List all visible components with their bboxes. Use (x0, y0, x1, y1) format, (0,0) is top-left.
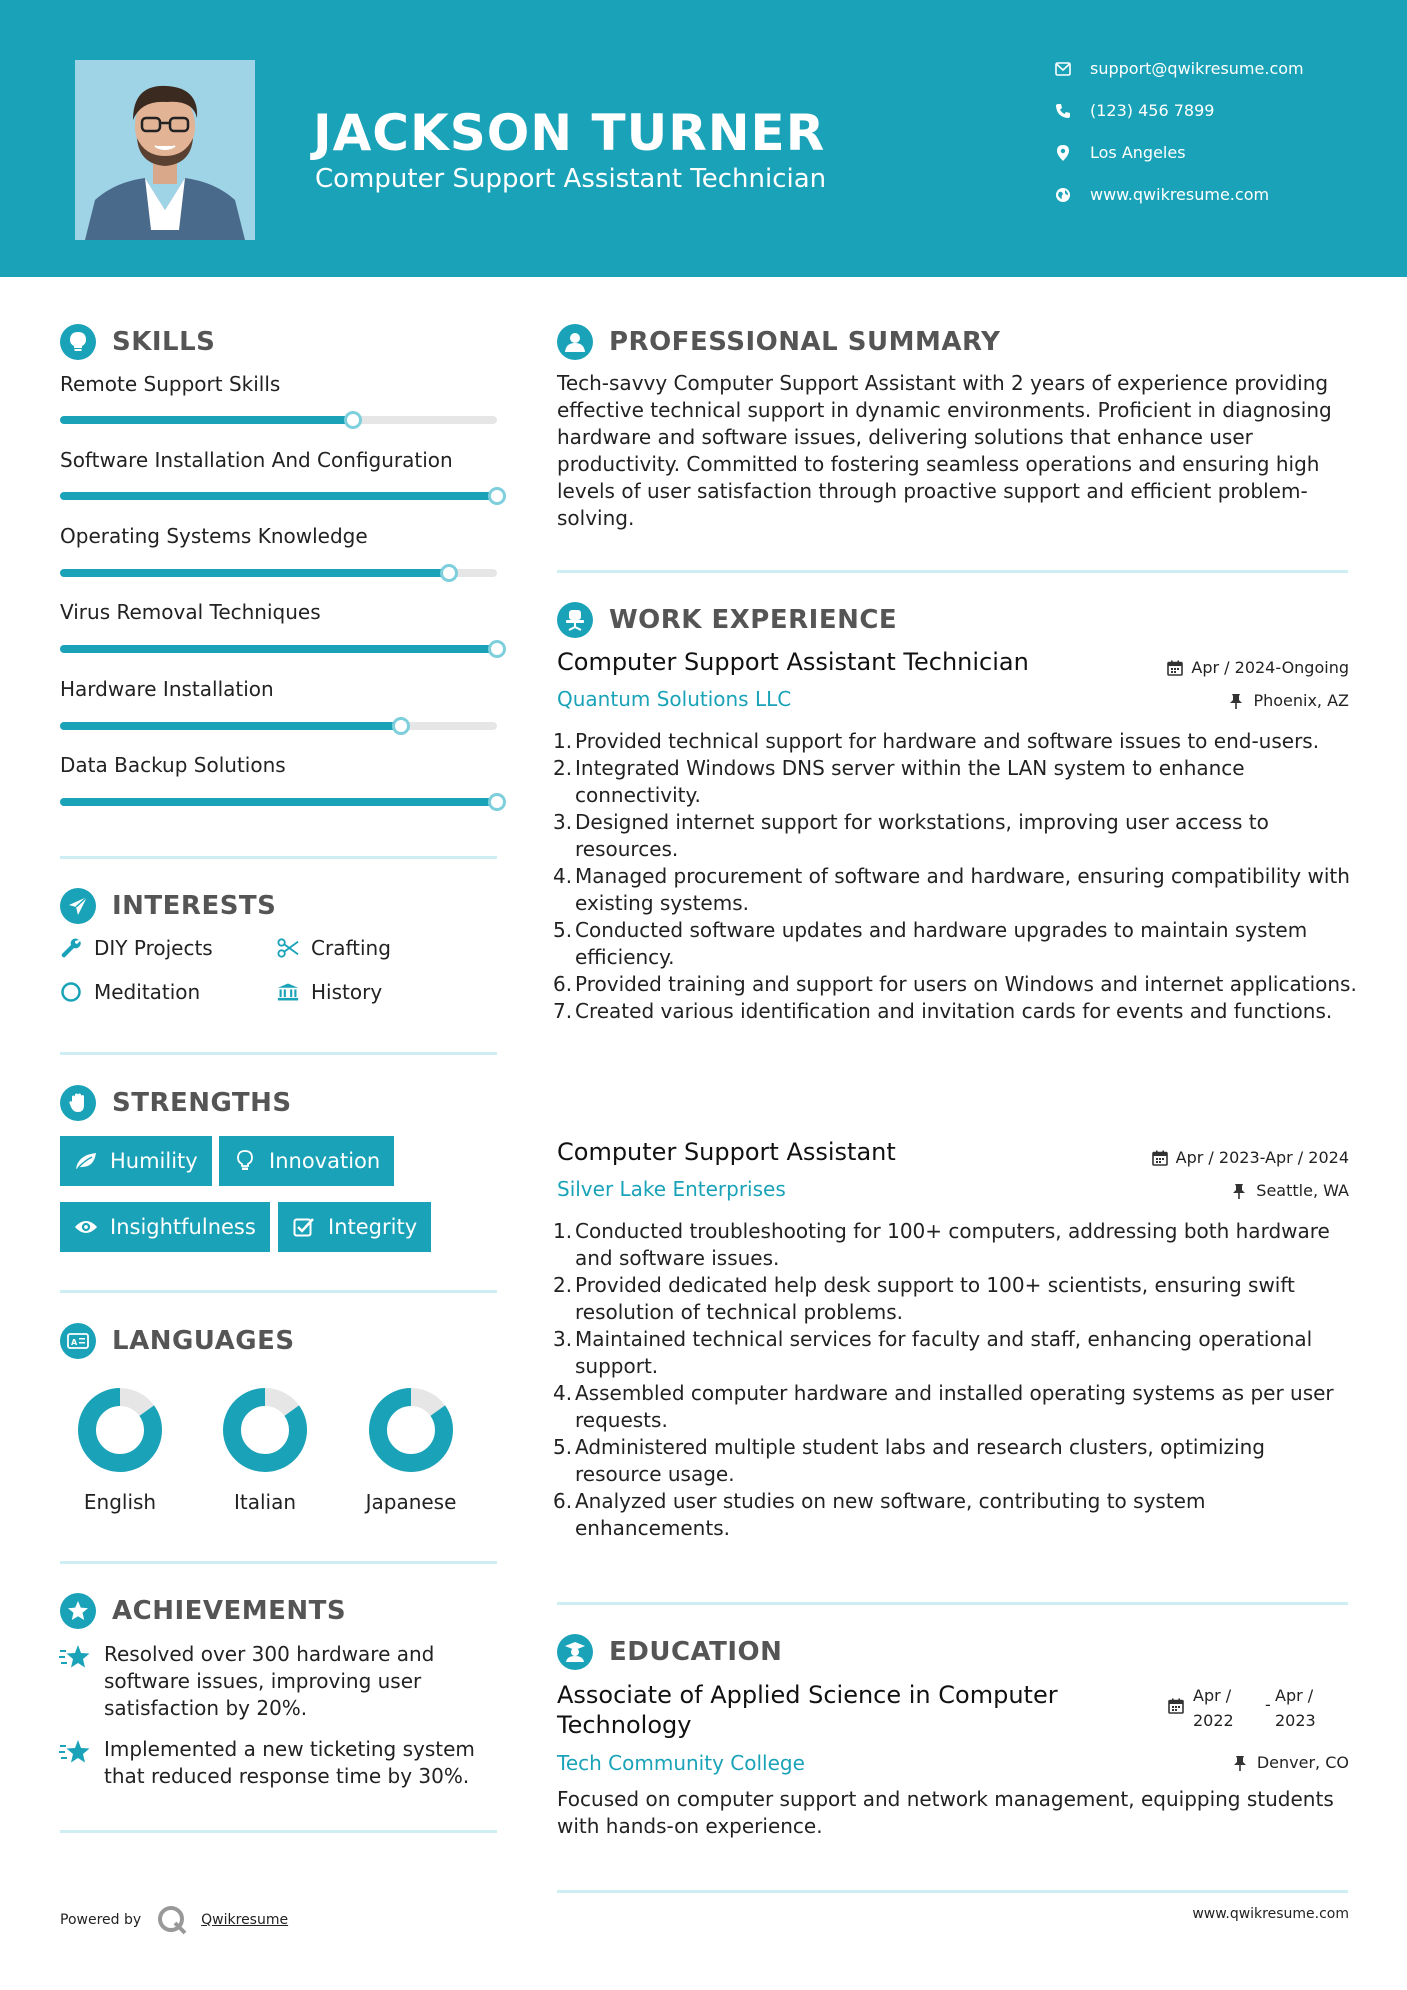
language-label: English (83, 1490, 157, 1514)
resume-header (0, 0, 1407, 277)
hand-icon (60, 1085, 96, 1121)
job-bullet: 4. Assembled computer hardware and installed operating systems as per user requests. (553, 1381, 1334, 1432)
skill-bar (60, 569, 497, 577)
section-divider (60, 1290, 497, 1293)
powered-by-text: Powered by (60, 1912, 142, 1928)
education-end-month: Apr / (1275, 1686, 1314, 1705)
contact-phone-text: (123) 456 7899 (1090, 101, 1215, 120)
lightbulb-icon (233, 1149, 257, 1173)
skill-bar-knob (488, 487, 506, 505)
skill-bar (60, 645, 497, 653)
section-divider (60, 1830, 497, 1833)
skill-bar (60, 416, 497, 424)
job-location (1229, 691, 1349, 710)
profile-photo (75, 60, 255, 240)
skill-bar-knob (392, 717, 410, 735)
strength-label: Integrity (328, 1215, 418, 1239)
education-start-year: 2022 (1193, 1711, 1234, 1730)
achievement-text: Resolved over 300 hardware and software issues, improving user satisfaction by 20%. (104, 1642, 435, 1720)
calendar-icon (1168, 1698, 1184, 1714)
pushpin-icon (1229, 693, 1245, 709)
interest-item (277, 980, 382, 1004)
wrench-icon (60, 937, 82, 959)
interest-label: DIY Projects (94, 936, 213, 960)
eye-icon (74, 1215, 98, 1239)
education-end-year: 2023 (1275, 1711, 1316, 1730)
skill-bar-fill (60, 722, 401, 730)
language-level-ring (77, 1387, 163, 1473)
education-section-header (557, 1634, 782, 1670)
job-bullet: 1. Provided technical support for hardware and software issues to end-users. (553, 729, 1320, 753)
summary-title: PROFESSIONAL SUMMARY (609, 327, 1001, 357)
skill-bar-fill (60, 798, 497, 806)
education-location (1233, 1753, 1349, 1772)
summary-text: Tech-savvy Computer Support Assistant with 2 years of experience providing effective technical support in dynamic environments. Proficient in diagnosing hardware and software issues, delivering solutions that enhance user productivity. Committed to fostering seamless operations and ensuring high levels of user satisfaction through proactive support and efficient problem-solving. (557, 371, 1332, 530)
skill-bar (60, 722, 497, 730)
paper-plane-icon (60, 888, 96, 924)
contact-phone[interactable] (1054, 101, 1214, 120)
job-bullet: 5. Conducted software updates and hardware upgrades to maintain system efficiency. (553, 918, 1308, 969)
skill-label: Remote Support Skills (60, 372, 281, 396)
graduate-icon (557, 1634, 593, 1670)
svg-text:A: A (71, 1338, 78, 1347)
strength-chip (278, 1202, 431, 1252)
contact-website[interactable] (1054, 185, 1269, 204)
qwikresume-logo-icon (155, 1903, 189, 1937)
section-divider (60, 1561, 497, 1564)
job-bullet: 6. Provided training and support for users on Windows and internet applications. (553, 972, 1357, 996)
job-title: Computer Support Assistant Technician (557, 648, 1029, 676)
strength-label: Insightfulness (110, 1215, 256, 1239)
skill-bar-fill (60, 416, 353, 424)
skill-bar-fill (60, 569, 449, 577)
section-divider (557, 570, 1348, 573)
candidate-name: JACKSON TURNER (313, 104, 826, 162)
strength-chip (219, 1136, 394, 1186)
scissors-icon (277, 937, 299, 959)
education-date-dash: - (1265, 1695, 1271, 1714)
strength-chip (60, 1202, 270, 1252)
skill-bar-knob (440, 564, 458, 582)
candidate-title: Computer Support Assistant Technician (315, 164, 827, 194)
interests-title: INTERESTS (112, 891, 277, 921)
leaf-icon (74, 1149, 98, 1173)
job-location-text: Phoenix, AZ (1253, 691, 1349, 710)
summary-section-header (557, 324, 1000, 360)
job-location (1232, 1181, 1349, 1200)
section-divider (60, 856, 497, 859)
calendar-icon (1152, 1150, 1168, 1166)
degree-line-1: Associate of Applied Science in Computer (557, 1681, 1058, 1709)
job-dates-text: Apr / 2023-Apr / 2024 (1175, 1148, 1349, 1167)
job-company: Silver Lake Enterprises (557, 1177, 786, 1201)
degree-line-2: Technology (557, 1711, 692, 1739)
bank-icon (277, 981, 299, 1003)
job-bullets (553, 728, 1357, 1025)
job-bullet: 4. Managed procurement of software and hardware, ensuring compatibility with existing systems. (553, 864, 1350, 915)
education-location-text: Denver, CO (1256, 1753, 1349, 1772)
skills-title: SKILLS (112, 327, 216, 357)
calendar-icon (1167, 660, 1183, 676)
job-bullet: 3. Designed internet support for workstations, improving user access to resources. (553, 810, 1269, 861)
section-divider (60, 1052, 497, 1055)
section-divider (557, 1602, 1348, 1605)
education-start-month: Apr / (1193, 1686, 1232, 1705)
languages-section-header (60, 1323, 295, 1359)
star-badge-icon (60, 1593, 96, 1629)
job-bullet: 7. Created various identification and invitation cards for events and functions. (553, 999, 1333, 1023)
interest-item (277, 936, 391, 960)
interest-label: History (311, 980, 383, 1004)
phone-icon (1054, 102, 1072, 120)
language-level-ring (222, 1387, 308, 1473)
envelope-icon (1054, 60, 1072, 78)
job-dates (1152, 1148, 1349, 1167)
qwikresume-link[interactable]: Qwikresume (201, 1912, 289, 1928)
education-end-date (1275, 1683, 1316, 1733)
language-level-ring (368, 1387, 454, 1473)
achievements-title: ACHIEVEMENTS (112, 1596, 347, 1626)
languages-title: LANGUAGES (112, 1326, 295, 1356)
education-start-date (1193, 1683, 1234, 1733)
job-dates-text: Apr / 2024-Ongoing (1191, 658, 1349, 677)
star-icon (58, 1738, 92, 1768)
job-bullets (553, 1218, 1357, 1542)
interest-label: Meditation (94, 980, 201, 1004)
language-icon (60, 1323, 96, 1359)
skills-section-header (60, 324, 215, 360)
skill-bar (60, 798, 497, 806)
job-bullet: 6. Analyzed user studies on new software, contributing to system enhancements. (553, 1489, 1206, 1540)
interests-section-header (60, 888, 276, 924)
skill-bar (60, 492, 497, 500)
language-label: Japanese (365, 1490, 457, 1514)
degree-title (557, 1680, 1058, 1740)
skill-label: Data Backup Solutions (60, 753, 286, 777)
strengths-section-header (60, 1085, 292, 1121)
job-bullet: 2. Integrated Windows DNS server within the LAN system to enhance connectivity. (553, 756, 1245, 807)
job-location-text: Seattle, WA (1256, 1181, 1349, 1200)
user-icon (557, 324, 593, 360)
section-divider (557, 1890, 1348, 1893)
contact-location (1054, 143, 1186, 162)
strength-label: Innovation (269, 1149, 381, 1173)
skill-label: Virus Removal Techniques (60, 600, 321, 624)
achievement-text: Implemented a new ticketing system that reduced response time by 30%. (104, 1737, 475, 1788)
skill-bar-fill (60, 492, 497, 500)
map-pin-icon (1054, 144, 1072, 162)
pushpin-icon (1233, 1755, 1249, 1771)
job-dates (1167, 658, 1349, 677)
job-bullet: 5. Administered multiple student labs and research clusters, optimizing resource usage. (553, 1435, 1265, 1486)
job-bullet: 2. Provided dedicated help desk support to 100+ scientists, ensuring swift resolution of technical problems. (553, 1273, 1295, 1324)
job-bullet: 3. Maintained technical services for faculty and staff, enhancing operational support. (553, 1327, 1313, 1378)
star-icon (58, 1643, 92, 1673)
globe-icon (1054, 186, 1072, 204)
job-company: Quantum Solutions LLC (557, 687, 792, 711)
skill-bar-knob (488, 640, 506, 658)
lightbulb-icon (60, 324, 96, 360)
skill-label: Hardware Installation (60, 677, 274, 701)
skill-bar-knob (488, 793, 506, 811)
interest-label: Crafting (311, 936, 391, 960)
interest-item (60, 936, 213, 960)
check-square-icon (292, 1215, 316, 1239)
school-name: Tech Community College (557, 1751, 805, 1775)
skill-label: Operating Systems Knowledge (60, 524, 368, 548)
job-title: Computer Support Assistant (557, 1138, 896, 1166)
language-label: Italian (233, 1490, 297, 1514)
strength-label: Humility (110, 1149, 198, 1173)
skill-bar-fill (60, 645, 497, 653)
job-bullet: 1. Conducted troubleshooting for 100+ computers, addressing both hardware and software issues. (553, 1219, 1330, 1270)
circle-icon (60, 981, 82, 1003)
pushpin-icon (1232, 1183, 1248, 1199)
contact-email[interactable] (1054, 59, 1304, 78)
contact-website-text: www.qwikresume.com (1090, 185, 1270, 204)
footer-url[interactable]: www.qwikresume.com (1192, 1906, 1349, 1922)
footer-powered-by (60, 1903, 288, 1937)
skill-bar-knob (344, 411, 362, 429)
experience-title: WORK EXPERIENCE (609, 605, 898, 635)
skill-label: Software Installation And Configuration (60, 448, 453, 472)
education-title: EDUCATION (609, 1637, 783, 1667)
interest-item (60, 980, 200, 1004)
education-description: Focused on computer support and network management, equipping students with hands-on experience. (557, 1787, 1334, 1838)
contact-location-text: Los Angeles (1090, 143, 1186, 162)
strength-chip (60, 1136, 212, 1186)
achievements-section-header (60, 1593, 346, 1629)
strengths-title: STRENGTHS (112, 1088, 292, 1118)
contact-email-text: support@qwikresume.com (1090, 59, 1304, 78)
experience-section-header (557, 602, 897, 638)
briefcase-chair-icon (557, 602, 593, 638)
